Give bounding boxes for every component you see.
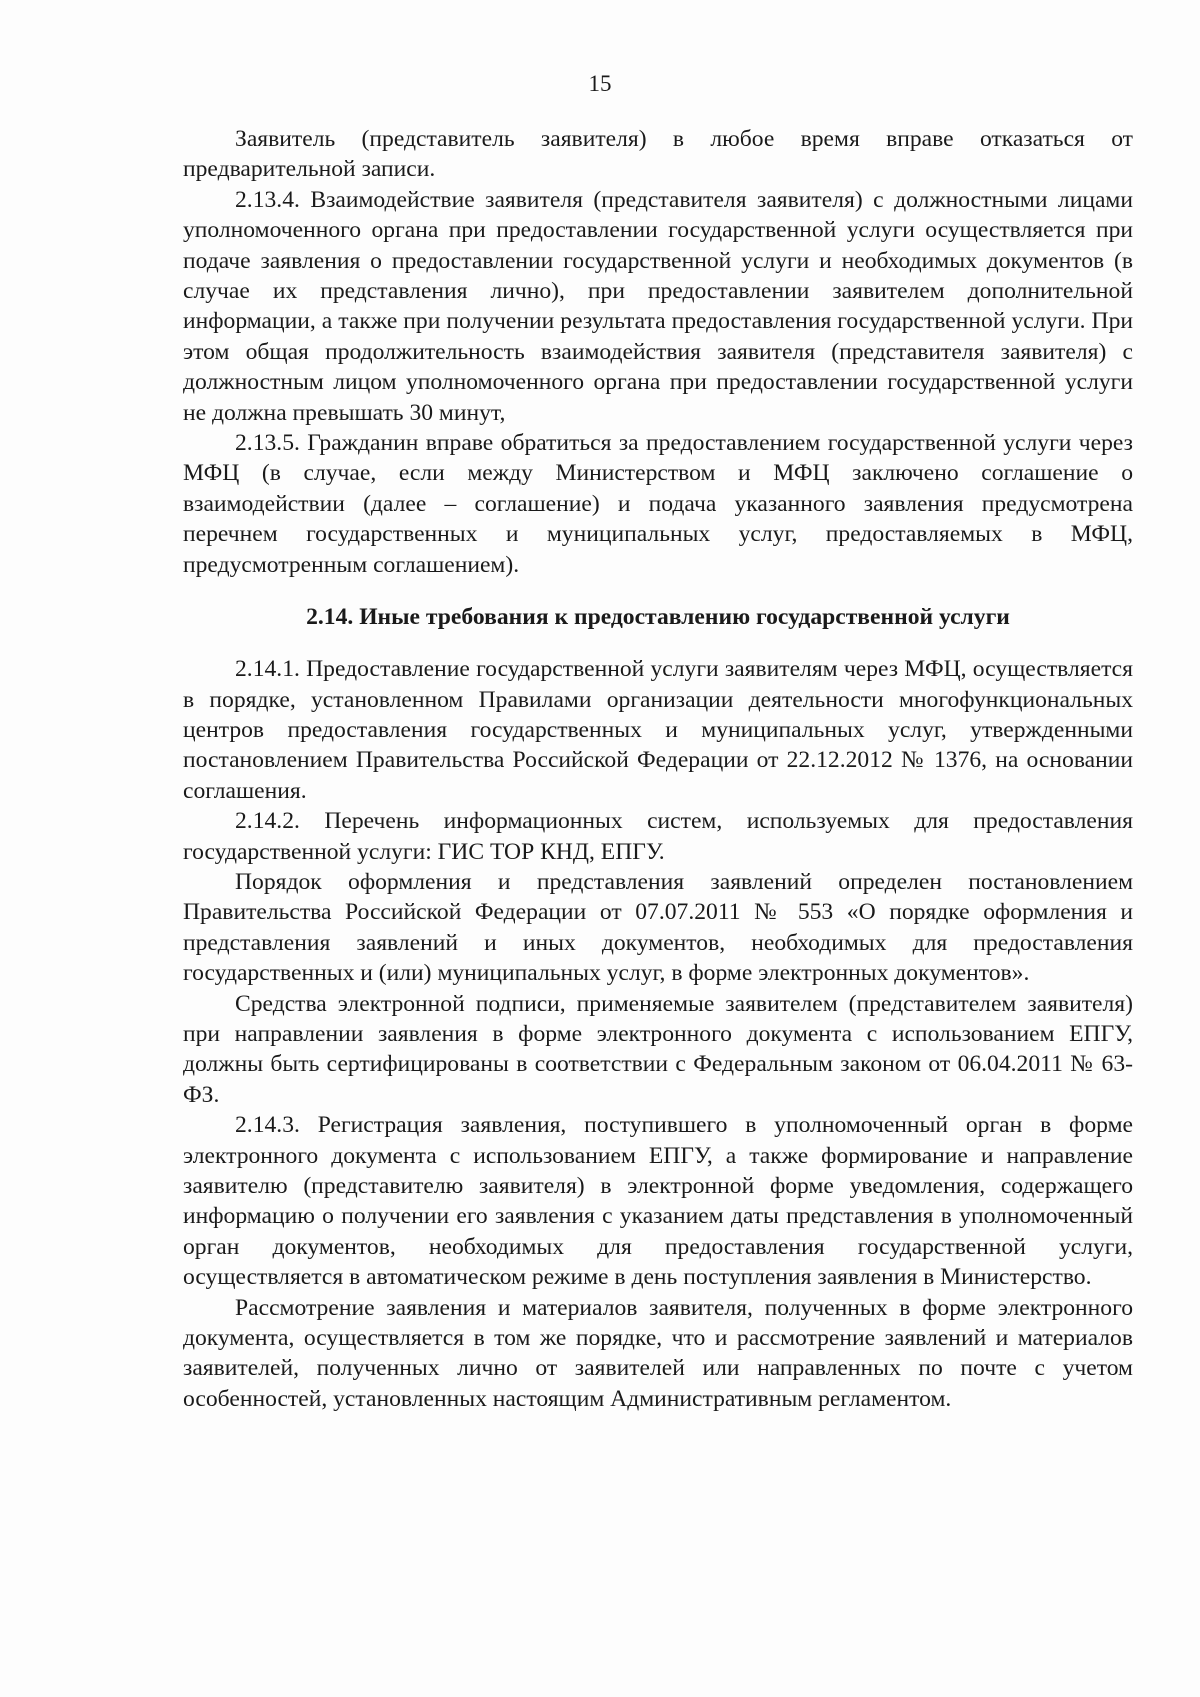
page-number: 15 bbox=[588, 71, 612, 96]
paragraph-2-14-2: 2.14.2. Перечень информационных систем, используемых для предоставления государственной услуги: ГИС ТОР КНД, ЕПГУ. bbox=[183, 808, 1133, 865]
document-body bbox=[183, 124, 1133, 1414]
paragraph-review-procedure: Рассмотрение заявления и материалов заявителя, полученных в форме электронного документа, осуществляется в том же порядке, что и рассмотрение заявлений и материалов заявителей, полученных лично от заявителей или направленных по почте с учетом особенностей, установленных настоящим Административным регламентом. bbox=[183, 1294, 1133, 1412]
paragraph-preliminary-record-refusal: Заявитель (представитель заявителя) в любое время вправе отказаться от предварительной записи. bbox=[183, 126, 1133, 183]
paragraph-2-13-4: 2.13.4. Взаимодействие заявителя (представителя заявителя) с должностными лицами уполномоченного органа при предоставлении государственной услуги осуществляется при подаче заявления о предоставлении государственной услуги и необходимых документов (в случае их представления лично), при предоставлении заявителем дополнительной информации, а также при получении результата предоставления государственной услуги. При этом общая продолжительность взаимодействия заявителя (представителя заявителя) с должностным лицом уполномоченного органа при предоставлении государственной услуги не должна превышать 30 минут, bbox=[183, 186, 1133, 426]
paragraph-2-14-1: 2.14.1. Предоставление государственной услуги заявителям через МФЦ, осуществляется в порядке, установленном Правилами организации деятельности многофункциональных центров предоставления государственных и муниципальных услуг, утвержденными постановлением Правительства Российской Федерации от 22.12.2012 № 1376, на основании соглашения. bbox=[183, 656, 1133, 804]
paragraph-electronic-signature: Средства электронной подписи, применяемые заявителем (представителем заявителя) при направлении заявления в форме электронного документа с использованием ЕПГУ, должны быть сертифицированы в соответствии с Федеральным законом от 06.04.2011 № 63-ФЗ. bbox=[183, 990, 1133, 1108]
paragraph-application-procedure: Порядок оформления и представления заявлений определен постановлением Правительства Российской Федерации от 07.07.2011 № 553 «О порядке оформления и представления заявлений и иных документов, необходимых для предоставления государственных и (или) муниципальных услуг, в форме электронных документов». bbox=[183, 868, 1133, 987]
paragraph-2-14-3: 2.14.3. Регистрация заявления, поступившего в уполномоченный орган в форме электронного документа с использованием ЕПГУ, а также формирование и направление заявителю (представителю заявителя) в электронной форме уведомления, содержащего информацию о получении его заявления с указанием даты представления в уполномоченный орган документов, необходимых для предоставления государственной услуги, осуществляется в автоматическом режиме в день поступления заявления в Министерство. bbox=[183, 1112, 1133, 1291]
section-heading-2-14: 2.14. Иные требования к предоставлению государственной услуги bbox=[306, 604, 1010, 631]
paragraph-2-13-5: 2.13.5. Гражданин вправе обратиться за предоставлением государственной услуги через МФЦ (в случае, если между Министерством и МФЦ заключено соглашение о взаимодействии (далее – соглашение) и подача указанного заявления предусмотрена перечнем государственных и муниципальных услуг, предоставляемых в МФЦ, предусмотренным соглашением). bbox=[183, 430, 1133, 578]
